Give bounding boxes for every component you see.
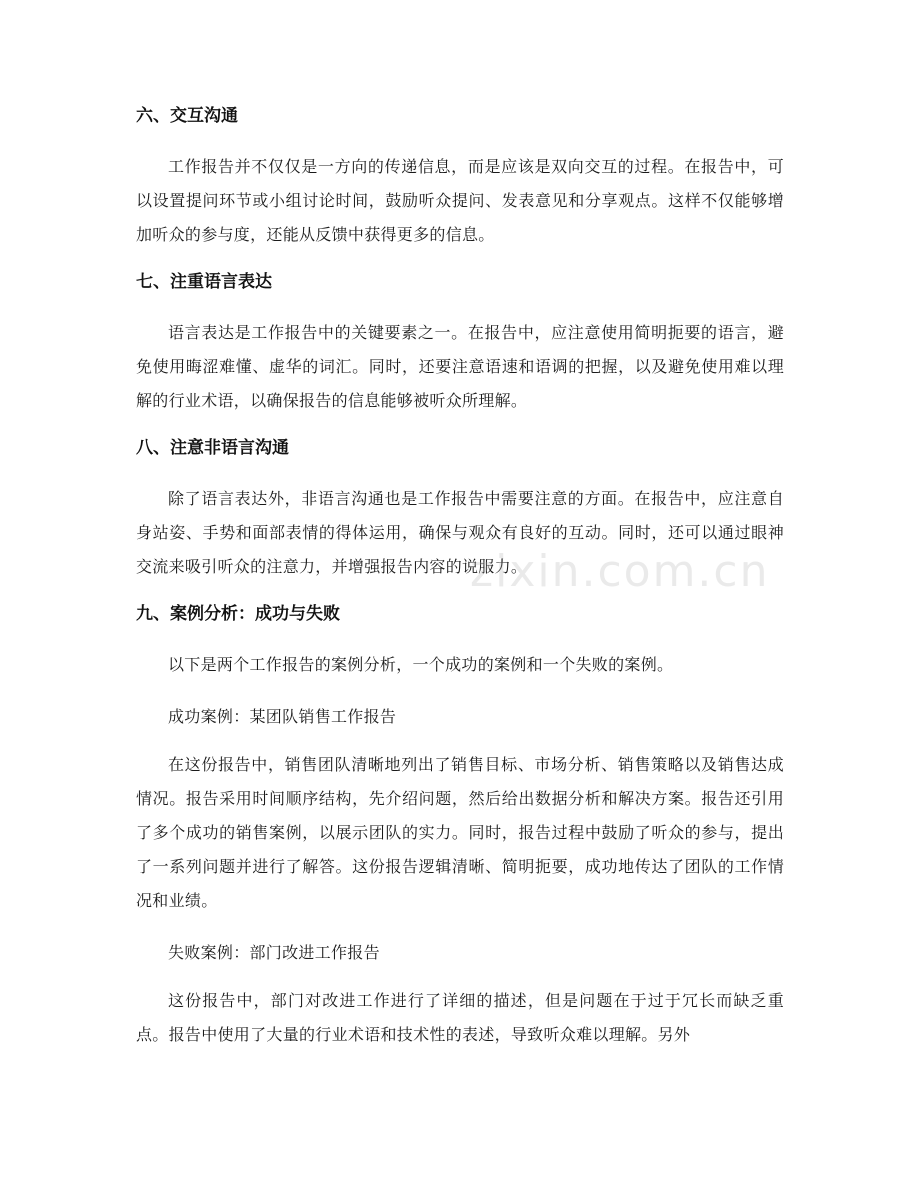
section-case-analysis (136, 602, 784, 1052)
section-nonverbal-communication (136, 436, 784, 584)
section-heading: 六、交互沟通 (136, 106, 238, 126)
case-title-success: 成功案例：某团队销售工作报告 (168, 707, 397, 726)
watermark: zixin.com.cn (470, 546, 770, 597)
section-language-expression (136, 270, 784, 418)
paragraph: 这份报告中，部门对改进工作进行了详细的描述，但是问题在于过于冗长而缺乏重点。报告中使用了大量的行业术语和技术性的表述，导致听众难以理解。另外 (136, 991, 784, 1044)
section-heading: 九、案例分析：成功与失败 (136, 604, 340, 624)
section-heading: 八、注意非语言沟通 (136, 438, 289, 458)
paragraph: 工作报告并不仅仅是一方向的传递信息，而是应该是双向交互的过程。在报告中，可以设置提问环节或小组讨论时间，鼓励听众提问、发表意见和分享观点。这样不仅能够增加听众的参与度，还能从反馈中获得更多的信息。 (136, 157, 784, 244)
case-title-failure: 失败案例：部门改进工作报告 (168, 943, 380, 962)
paragraph: 语言表达是工作报告中的关键要素之一。在报告中，应注意使用简明扼要的语言，避免使用晦涩难懂、虚华的词汇。同时，还要注意语速和语调的把握，以及避免使用难以理解的行业术语，以确保报告的信息能够被听众所理解。 (136, 323, 784, 410)
paragraph: 以下是两个工作报告的案例分析，一个成功的案例和一个失败的案例。 (168, 655, 674, 674)
section-interactive-communication (136, 104, 784, 252)
document-content (136, 104, 784, 1070)
paragraph: 除了语言表达外，非语言沟通也是工作报告中需要注意的方面。在报告中，应注意自身站姿、手势和面部表情的得体运用，确保与观众有良好的互动。同时，还可以通过眼神交流来吸引听众的注意力，并增强报告内容的说服力。 (136, 489, 784, 576)
section-heading: 七、注重语言表达 (136, 272, 272, 292)
paragraph: 在这份报告中，销售团队清晰地列出了销售目标、市场分析、销售策略以及销售达成情况。报告采用时间顺序结构，先介绍问题，然后给出数据分析和解决方案。报告还引用了多个成功的销售案例，以展示团队的实力。同时，报告过程中鼓励了听众的参与，提出了一系列问题并进行了解答。这份报告逻辑清晰、简明扼要，成功地传达了团队的工作情况和业绩。 (136, 755, 784, 910)
